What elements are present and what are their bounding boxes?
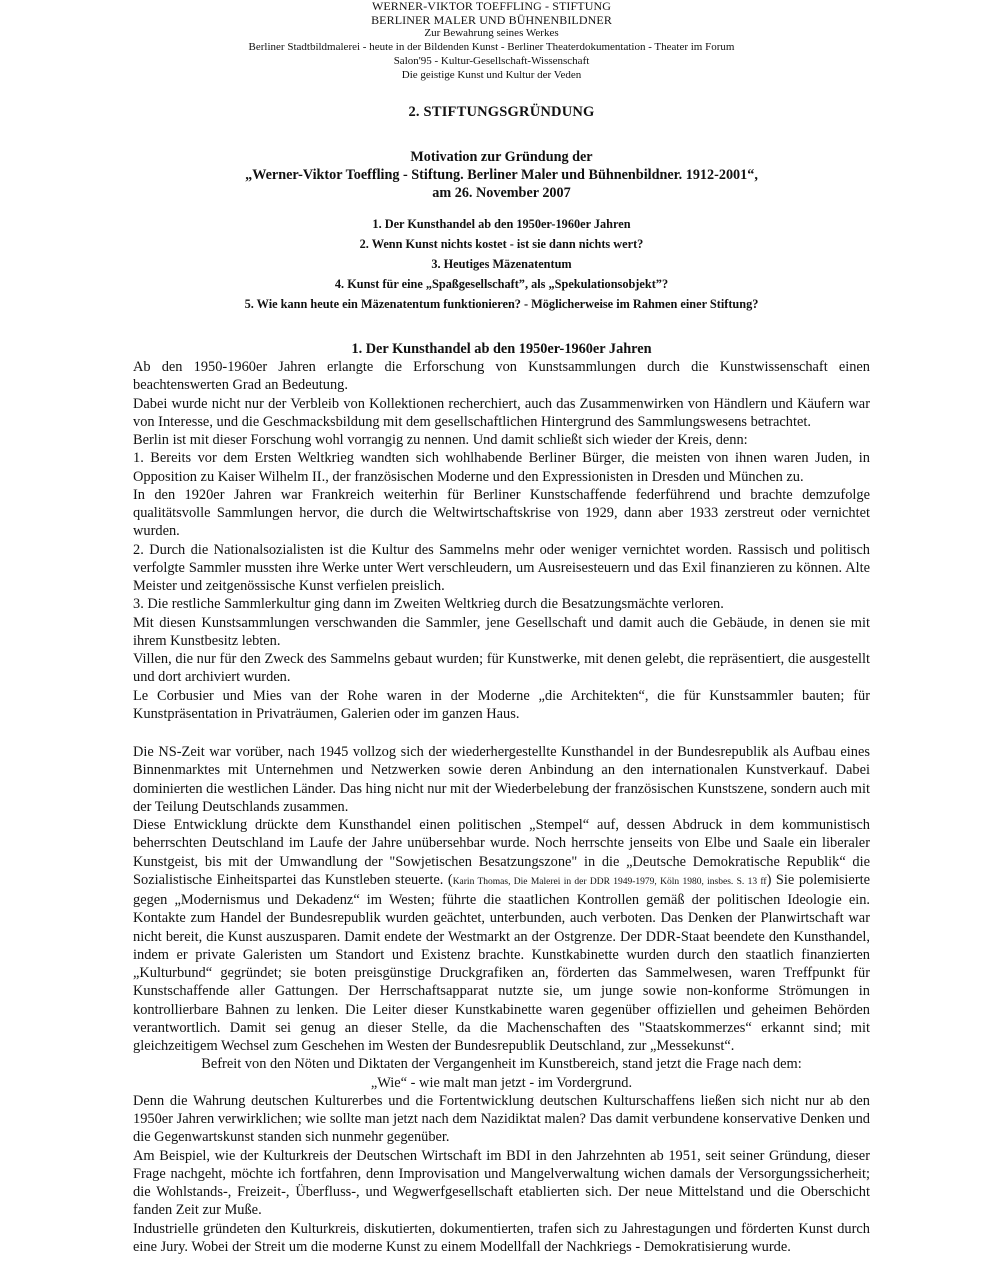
letterhead-salon: Salon'95 - Kultur-Gesellschaft-Wissenschaft (393, 54, 590, 67)
letterhead-purpose: Zur Bewahrung seines Werkes (424, 27, 559, 40)
paragraph: Ab den 1950-1960er Jahren erlangte die Erforschung von Kunstsammlungen durch die Kunstwissenschaft einen beachtenswerten Grad an Bedeutung. (133, 359, 870, 394)
citation: Karin Thomas, Die Malerei in der DDR 1949-1979, Köln 1980, insbes. S. 13 ff (452, 876, 767, 887)
letterhead-subtitle: BERLINER MALER UND BÜHNENBILDNER (371, 12, 612, 27)
toc-item: 4. Kunst für eine „Spaßgesellschaft”, als „Spekulationsobjekt”? (334, 277, 669, 292)
paragraph: Denn die Wahrung deutschen Kulturerbes und die Fortentwicklung deutschen Kulturschaffens ließen sich nicht nur ab den 1950er Jahren verwirklichen; wie sollte man jetzt nach dem Nazidiktat malen? Das damit verbundene konservative Denken und die Gegenwartskunst standen sich nunmehr gegenüber. (133, 1092, 870, 1146)
foundation-letterhead (113, 0, 870, 82)
paragraph: Am Beispiel, wie der Kulturkreis der Deutschen Wirtschaft im BDI in den Jahrzehnten ab 1951, seit seiner Gründung, dieser Frage nachgeht, möchte ich fortfahren, denn Improvisation und Mangelverwaltung wichen damals der Versorgungssicherheit; die Wohlstands-, Freizeit-, Überfluss-, und Wegwerfgesellschaft etablierten sich. Der neue Mittelstand und die Oberschicht fanden Zeit zur Muße. (133, 1147, 870, 1219)
motivation-line-1: Motivation zur Gründung der (410, 149, 593, 166)
paragraph-with-citation (133, 816, 870, 1055)
motivation-line-3: am 26. November 2007 (432, 185, 571, 202)
toc-item: 5. Wie kann heute ein Mäzenatentum funktionieren? - Möglicherweise im Rahmen einer Stiftung? (244, 297, 759, 312)
centered-line: Befreit von den Nöten und Diktaten der Vergangenheit im Kunstbereich, stand jetzt die Frage nach dem: (201, 1056, 802, 1073)
section-title: 2. STIFTUNGSGRÜNDUNG (408, 104, 595, 121)
paragraph: Die NS-Zeit war vorüber, nach 1945 vollzog sich der wiederhergestellte Kunsthandel in der Bundesrepublik als Aufbau eines Binnenmarktes mit Unternehmen und Netzwerken sowie deren Anbindung an den internationalen Kunstverkauf. Dabei dominierten die westlichen Länder. Das hing nicht nur mit der Wiederbelebung der französischen Kunstszene, sondern auch mit der Teilung Deutschlands zusammen. (133, 744, 870, 815)
paragraph: Le Corbusier und Mies van der Rohe waren in der Moderne „die Architekten“, die für Kunstsammler bauten; für Kunstpräsentation in Privaträumen, Galerien oder im ganzen Haus. (133, 687, 870, 722)
chapter-1-title: 1. Der Kunsthandel ab den 1950er-1960er Jahren (351, 341, 652, 358)
centered-line: „Wie“ - wie malt man jetzt - im Vordergrund. (370, 1074, 633, 1091)
toc-item: 2. Wenn Kunst nichts kostet - ist sie dann nichts wert? (359, 237, 644, 252)
motivation-heading (133, 148, 870, 202)
motivation-line-2: „Werner-Viktor Toeffling - Stiftung. Berliner Maler und Bühnenbildner. 1912-2001“, (245, 167, 758, 184)
paragraph-gap (133, 723, 870, 743)
paragraph: Dabei wurde nicht nur der Verbleib von Kollektionen recherchiert, auch das Zusammenwirken von Händlern und Käufern war von Interesse, und die Geschmacksbildung mit dem gesellschaftlichen Hintergrund des Sammlungswesens betrachtet. (133, 395, 870, 430)
paragraph: Mit diesen Kunstsammlungen verschwanden die Sammler, jene Gesellschaft und damit auch die Gebäude, in denen sie mit ihrem Kunstbesitz lebten. (133, 614, 870, 649)
letterhead-veden: Die geistige Kunst und Kultur der Veden (401, 68, 582, 81)
paragraph: 1. Bereits vor dem Ersten Weltkrieg wandten sich wohlhabende Berliner Bürger, die meisten von ihnen waren Juden, in Opposition zu Kaiser Wilhelm II., der französischen Moderne und den Expressionisten in Dresden und München zu. (133, 450, 870, 485)
paragraph-text: Diese Entwicklung drückte dem Kunsthandel einen politischen „Stempel“ auf, dessen Abdruck in dem kommunistisch beherrschten Deutschland im Laufe der Jahre unübersehbar wurde. Noch herrschte jenseits von Elbe und Saale ein liberaler Kunstgeist, bis mit der Umwandlung der "Sowjetischen Besatzungszone" in die „Deutsche Demokratische Republik“ die Sozialistische Einheitspartei das Kunstleben steuerte. ( (133, 817, 870, 888)
paragraph: Villen, die nur für den Zweck des Sammelns gebaut wurden; für Kunstwerke, mit denen gelebt, die repräsentiert, die ausgestellt und dort archiviert wurden. (133, 651, 870, 686)
toc-item: 3. Heutiges Mäzenatentum (431, 257, 572, 272)
body-text (133, 358, 870, 1256)
toc-item: 1. Der Kunsthandel ab den 1950er-1960er Jahren (372, 217, 631, 232)
paragraph: Berlin ist mit dieser Forschung wohl vorrangig zu nennen. Und damit schließt sich wieder der Kreis, denn: (133, 432, 748, 449)
paragraph: In den 1920er Jahren war Frankreich weiterhin für Berliner Kunstschaffende federführend und brachte demzufolge qualitätsvolle Sammlungen hervor, die durch die Weltwirtschaftskrise von 1929, dann aber 1933 zerstreut oder vernichtet wurden. (133, 486, 870, 540)
paragraph: 3. Die restliche Sammlerkultur ging dann im Zweiten Weltkrieg durch die Besatzungsmächte verloren. (133, 596, 724, 613)
paragraph: 2. Durch die Nationalsozialisten ist die Kultur des Sammelns mehr oder weniger vernichtet worden. Rassisch und politisch verfolgte Sammler mussten ihre Werke unter Wert verschleudern, um Ausreisesteuern und das Exil finanzieren zu können. Alte Meister und zeitgenössische Kunst verfielen preislich. (133, 541, 870, 595)
table-of-contents (133, 214, 870, 314)
paragraph: Industrielle gründeten den Kulturkreis, diskutierten, dokumentierten, trafen sich zu Jahrestagungen und förderten Kunst durch eine Jury. Wobei der Streit um die moderne Kunst zu einem Modellfall der Nachkriegs - Demokratisierung wurde. (133, 1220, 870, 1255)
letterhead-departments: Berliner Stadtbildmalerei - heute in der Bildenden Kunst - Berliner Theaterdokumentation - Theater im Forum (248, 41, 735, 54)
letterhead-foundation-name: WERNER-VIKTOR TOEFFLING - STIFTUNG (371, 0, 612, 13)
paragraph-text: ) Sie polemisierte gegen „Modernismus und Dekadenz“ im Westen; führte die staatlichen Kontrollen gemäß der politischen Ideologie ein. Kontakte zum Handel der Bundesrepublik wurden geächtet, unterbunden, auch verboten. Das Denken der Planwirtschaft war nicht bereit, die Kunst auszusparen. Damit endete der Westmarkt an der Ostgrenze. Der DDR-Staat beendete den Kunsthandel, indem er private Galeristen um Standort und Existenz brachte. Kunstkabinette wurden durch den staatlich finanzierten „Kulturbund“ gegründet; sie boten preisgünstige Druckgrafiken an, förderten das Sammelwesen, waren Treffpunkt für Kunstschaffende aller Gattungen. Der Herrschaftsapparat nutzte sie, um junge sowie non-konforme Strömungen in kontrollierbare Bahnen zu lenken. Die Leiter dieser Kunstkabinette waren gegenüber offiziellen und geheimen Behörden verantwortlich. Damit sei genug an dieser Stelle, da die Machenschaften des "Staatskommerzes“ erkannt sind; mit gleichzeitigem Wechsel zum Geschehen im Westen der Bundesrepublik Deutschland, zur „Messekunst“. (133, 871, 870, 1055)
